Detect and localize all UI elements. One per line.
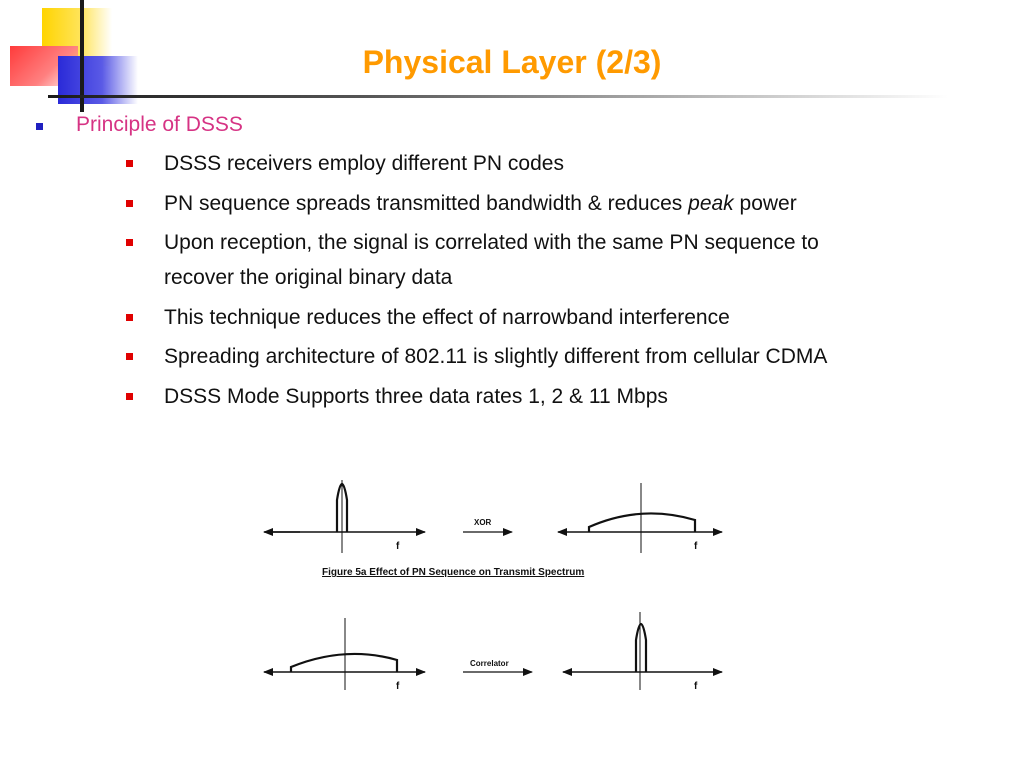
freq-axis-label: f [396, 681, 400, 692]
title-underline [48, 95, 948, 98]
freq-axis-label: f [694, 681, 698, 692]
slide-title: Physical Layer (2/3) [362, 44, 662, 80]
spread-spectrum-curve [291, 654, 397, 672]
correlator-label: Correlator [470, 659, 509, 668]
red-square-bullet-icon [126, 239, 133, 246]
sub-bullet-text-emphasis: peak [688, 192, 734, 215]
dsss-spectrum-diagram [250, 470, 740, 700]
red-square-bullet-icon [126, 314, 133, 321]
bottom-right-narrowband-plot [563, 612, 722, 692]
sub-bullet-text: This technique reduces the effect of narrowband interference [164, 306, 730, 329]
correlator-arrow [463, 659, 532, 672]
sub-bullet-text-line1: Upon reception, the signal is correlated with the same PN sequence to [164, 231, 819, 254]
sub-bullet-text-pre: PN sequence spreads transmitted bandwidth & reduces [164, 192, 689, 215]
freq-axis-label: f [694, 541, 698, 552]
sub-bullet-text: DSSS Mode Supports three data rates 1, 2 & 11 Mbps [164, 385, 668, 408]
top-right-spread-plot [558, 483, 722, 553]
xor-label: XOR [474, 518, 492, 527]
sub-bullet-text-post: power [733, 192, 797, 215]
red-square-bullet-icon [126, 353, 133, 360]
top-left-narrowband-plot [264, 480, 425, 553]
red-square-bullet-icon [126, 160, 133, 167]
main-bullet-text: Principle of DSSS [76, 113, 243, 136]
blue-square-bullet-icon [36, 123, 43, 130]
sub-bullet-text: DSSS receivers employ different PN codes [164, 152, 564, 175]
sub-bullet-text: Spreading architecture of 802.11 is slightly different from cellular CDMA [164, 345, 828, 368]
bottom-left-spread-plot [264, 618, 425, 692]
red-square-bullet-icon [126, 200, 133, 207]
sub-bullet-text-line2: recover the original binary data [164, 266, 453, 289]
figure-caption: Figure 5a Effect of PN Sequence on Transmit Spectrum [322, 567, 585, 578]
xor-arrow [463, 518, 512, 532]
freq-axis-label: f [396, 541, 400, 552]
narrowband-peak [636, 624, 646, 672]
spread-spectrum-curve [589, 513, 695, 532]
red-square-bullet-icon [126, 393, 133, 400]
sub-bullet-text [164, 187, 797, 221]
